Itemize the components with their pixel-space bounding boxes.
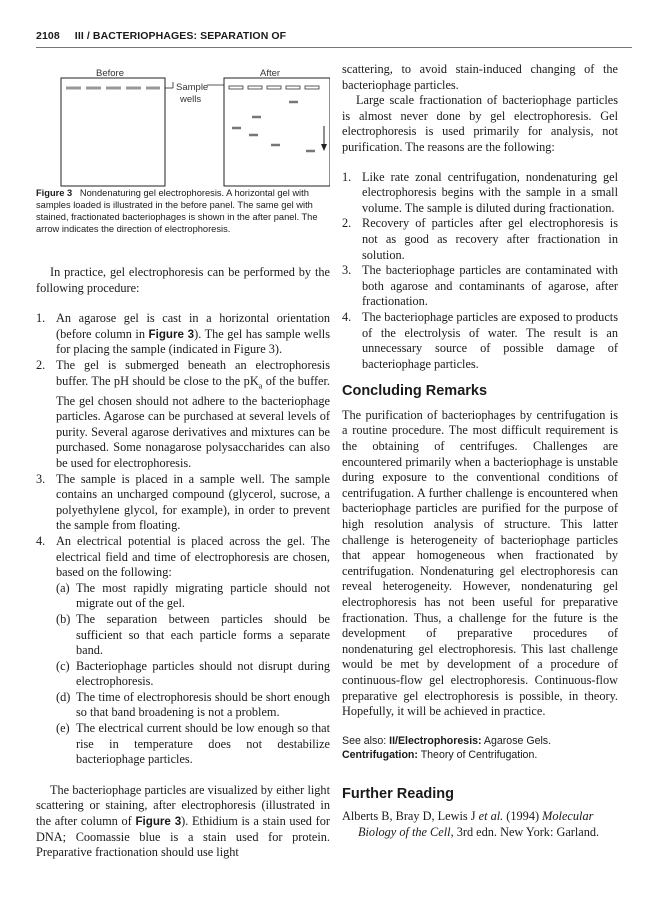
header-rule xyxy=(36,47,632,48)
list-item: 1. Like rate zonal centrifugation, nondenaturing gel electrophoresis begins with the sample in a small volume. The sample is diluted during fractionation. xyxy=(342,169,618,215)
direction-arrow-head xyxy=(321,144,327,151)
figure-caption: Figure 3 Nondenaturing gel electrophoresis. A horizontal gel with samples loaded is illustrated in the before panel. The same gel with stained, fractionated bacteriophages is shown in the after panel. The arrow indicates the direction of electrophoresis. xyxy=(36,188,318,234)
procedure-list xyxy=(36,311,330,768)
criteria-list xyxy=(56,581,330,768)
after-well-4 xyxy=(286,86,300,89)
running-head xyxy=(36,30,286,42)
large-scale-paragraph: Large scale fractionation of bacteriophage particles is almost never done by gel electrophoresis. Gel electrophoresis is used primarily for analysis, not purification. The reasons are the following: xyxy=(342,93,618,154)
figure-label-before: Before xyxy=(96,68,124,79)
continued-paragraph: scattering, to avoid stain-induced changing of the bacteriophage particles. xyxy=(342,62,618,92)
list-item: 1. An agarose gel is cast in a horizontal orientation (before column in Figure 3). The gel has sample wells for placing the sample (indicated in Figure 3). xyxy=(36,311,330,357)
section-title: III / BACTERIOPHAGES: SEPARATION OF xyxy=(74,30,287,42)
after-well-2 xyxy=(248,86,262,89)
intro-paragraph: In practice, gel electrophoresis can be performed by the following procedure: xyxy=(36,265,330,295)
figure-label-wells: wells xyxy=(180,94,202,105)
page-number: 2108 xyxy=(36,30,60,42)
gel-diagram xyxy=(36,62,330,187)
before-gel-panel xyxy=(61,78,165,186)
list-item: (e) The electrical current should be low enough so that rise in temperature does not destabilize bacteriophage particles. xyxy=(56,721,330,767)
left-column xyxy=(36,62,330,861)
concluding-paragraph: The purification of bacteriophages by centrifugation is a routine procedure. The most difficult requirement is the obtaining of centrifuges. Challenges are encountered primarily when a bacteriophage is unstable during exposure to the conventional conditions of centrifugation. A further challenge is encountered when bacteriophage particles are purified for the purpose of high resolution analysis of structure. This latter challenge is heterogeneity of bacteriophage particles that appear homogeneous when fractionated by centrifugation. Nondenaturing gel electrophoresis can reveal heterogeneity. However, nondenaturing gel electrophoresis has not been useful for preparative fractionation. Thus, a challenge for the future is the development of preparative procedures of nondenaturing gel electrophoresis. This last challenge would be met by development of a procedure of continuous-flow gel electrophoresis. Continuous-flow preparative gel electrophoresis is possible, in theory. Hopefully, it will be achieved in practice. xyxy=(342,407,618,719)
after-well-3 xyxy=(267,86,281,89)
see-also-link-centrifugation[interactable]: Centrifugation: xyxy=(342,749,418,762)
list-item: 3. The sample is placed in a sample well. The sample contains an uncharged compound (glycerol, sucrose, a polyethylene glycol, for example), in order to prevent the sample from floating. xyxy=(36,471,330,533)
further-reading-heading: Further Reading xyxy=(342,785,454,802)
figure-3 xyxy=(36,62,330,187)
see-also: See also: II/Electrophoresis: Agarose Gels. Centrifugation: Theory of Centrifugation. xyxy=(342,734,552,762)
reference-entry: Alberts B, Bray D, Lewis J et al. (1994) Molecular Biology of the Cell, 3rd edn. New York: Garland. xyxy=(342,809,600,839)
list-item: (d) The time of electrophoresis should be short enough so that band broadening is not a problem. xyxy=(56,689,330,720)
list-item: (c) Bacteriophage particles should not disrupt during electrophoresis. xyxy=(56,658,330,689)
after-well-1 xyxy=(229,86,243,89)
list-item: 2. The gel is submerged beneath an electrophoresis buffer. The pH should be close to the $pK_a$ of the buffer. The gel chosen should not adhere to the bacteriophage particles. Agarose can be purchased at several levels of purity. Several agarose derivatives and mixtures can be purchased. Some nonagarose polysaccharides can also be used for electrophoresis. xyxy=(36,357,330,470)
figure-label-after: After xyxy=(260,68,281,79)
list-item: 4. An electrical potential is placed across the gel. The electrical field and time of electrophoresis are chosen, based on the following: (a) The most rapidly migrating particle should not migrate out of the gel. (b) The separation between particles should be sufficient so that each particle forms a separate band. (c) Bacteriophage particles should not disrupt during electrophoresis. (d) The time of electrophoresis should be short enough so that band broadening is not a problem. (e) The electrical current should be low enough so that rise in temperature does not destabilize bacteriophage particles. xyxy=(36,533,330,767)
after-gel-panel xyxy=(224,78,330,186)
list-item: 2. Recovery of particles after gel electrophoresis is not as good as recovery after fractionation in solution. xyxy=(342,216,618,262)
list-item: 4. The bacteriophage particles are exposed to products of the electrolysis of water. The result is an unnecessary source of possible damage of bacteriophage particles. xyxy=(342,309,618,371)
concluding-heading: Concluding Remarks xyxy=(342,383,488,400)
reasons-list xyxy=(342,170,618,373)
list-item: 3. The bacteriophage particles are contaminated with both agarose and contaminants of agarose, after fractionation. xyxy=(342,263,618,309)
figure-label-sample: Sample xyxy=(176,82,209,93)
after-well-5 xyxy=(305,86,319,89)
see-also-link-electrophoresis[interactable]: II/Electrophoresis: xyxy=(389,734,482,747)
list-item: (b) The separation between particles should be sufficient so that each particle forms a separate band. xyxy=(56,611,330,658)
list-item: (a) The most rapidly migrating particle should not migrate out of the gel. xyxy=(56,580,330,611)
right-column xyxy=(342,62,618,841)
visualization-paragraph: The bacteriophage particles are visualized by either light scattering or staining, after electrophoresis (illustrated in the after column of Figure 3). Ethidium is a stain used for DNA; Coomassie blue is a stain used for protein. Preparative fractionation should use light xyxy=(36,782,330,860)
